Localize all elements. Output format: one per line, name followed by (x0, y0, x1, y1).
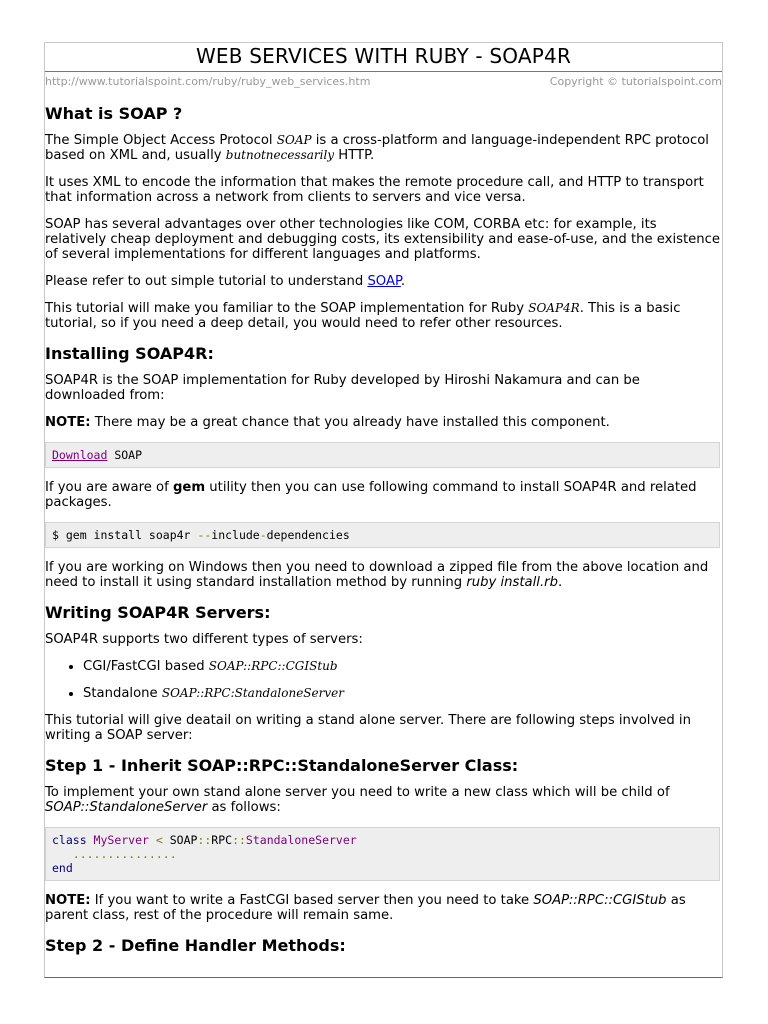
url-bar (45, 72, 722, 91)
paragraph: SOAP4R is the SOAP implementation for Ruby developed by Hiroshi Nakamura and can be downloaded from: (45, 373, 640, 403)
paragraph: This tutorial will make you familiar to the SOAP implementation for Ruby SOAP4R. This is a basic tutorial, so if you need a deep detail, you would need to refer other resources. (45, 301, 681, 331)
list-item: • CGI/FastCGI based SOAP::RPC::CGIStub (83, 659, 720, 674)
source-url[interactable]: http://www.tutorialspoint.com/ruby/ruby_web_services.htm (45, 75, 371, 88)
paragraph: SOAP has several advantages over other technologies like COM, CORBA etc: for example, its relatively cheap deployment and debugging costs, its extensibility and ease-of-use, and the existence of several implementations for different languages and platforms. (45, 217, 721, 262)
paragraph: The Simple Object Access Protocol SOAP is a cross-platform and language-independent RPC protocol based on XML and, usually butnotnecessarily HTTP. (45, 133, 709, 163)
page-title: WEB SERVICES WITH RUBY - SOAP4R (45, 43, 722, 72)
content (45, 103, 722, 957)
copyright: Copyright © tutorialspoint.com (549, 75, 722, 88)
paragraph: Please refer to out simple tutorial to understand SOAP. (45, 274, 406, 289)
heading-what-is-soap: What is SOAP ? (45, 104, 183, 123)
heading-step-1: Step 1 - Inherit SOAP::RPC::StandaloneServer Class: (45, 756, 519, 775)
soap-tutorial-link[interactable]: SOAP (367, 274, 401, 289)
note: NOTE: There may be a great chance that you already have installed this component. (45, 415, 610, 430)
code-block-server-class: class MyServer < SOAP::RPC::StandaloneServer ............... end (45, 827, 720, 881)
document-page (44, 42, 723, 978)
list-item: • Standalone SOAP::RPC:StandaloneServer (83, 686, 720, 701)
note: NOTE: If you want to write a FastCGI based server then you need to take SOAP::RPC::CGIStub as parent class, rest of the procedure will remain same. (45, 893, 686, 923)
paragraph: If you are aware of gem utility then you can use following command to install SOAP4R and related packages. (45, 480, 697, 510)
heading-writing-servers: Writing SOAP4R Servers: (45, 603, 271, 622)
code-block-gem-install: $ gem install soap4r --include-dependencies (45, 522, 720, 548)
paragraph: SOAP4R supports two different types of servers: (45, 632, 363, 647)
download-link[interactable]: Download (52, 448, 108, 462)
code-block-download: Download SOAP (45, 442, 720, 468)
paragraph: To implement your own stand alone server you need to write a new class which will be child of SOAP::StandaloneServer as follows: (45, 785, 670, 815)
heading-step-2: Step 2 - Define Handler Methods: (45, 936, 346, 955)
paragraph: If you are working on Windows then you need to download a zipped file from the above location and need to install it using standard installation method by running ruby install.rb. (45, 560, 709, 590)
heading-installing: Installing SOAP4R: (45, 344, 214, 363)
paragraph: It uses XML to encode the information that makes the remote procedure call, and HTTP to transport that information across a network from clients to servers and vice versa. (45, 175, 704, 205)
server-types-list (45, 659, 720, 701)
paragraph: This tutorial will give deatail on writing a stand alone server. There are following steps involved in writing a SOAP server: (45, 713, 691, 743)
